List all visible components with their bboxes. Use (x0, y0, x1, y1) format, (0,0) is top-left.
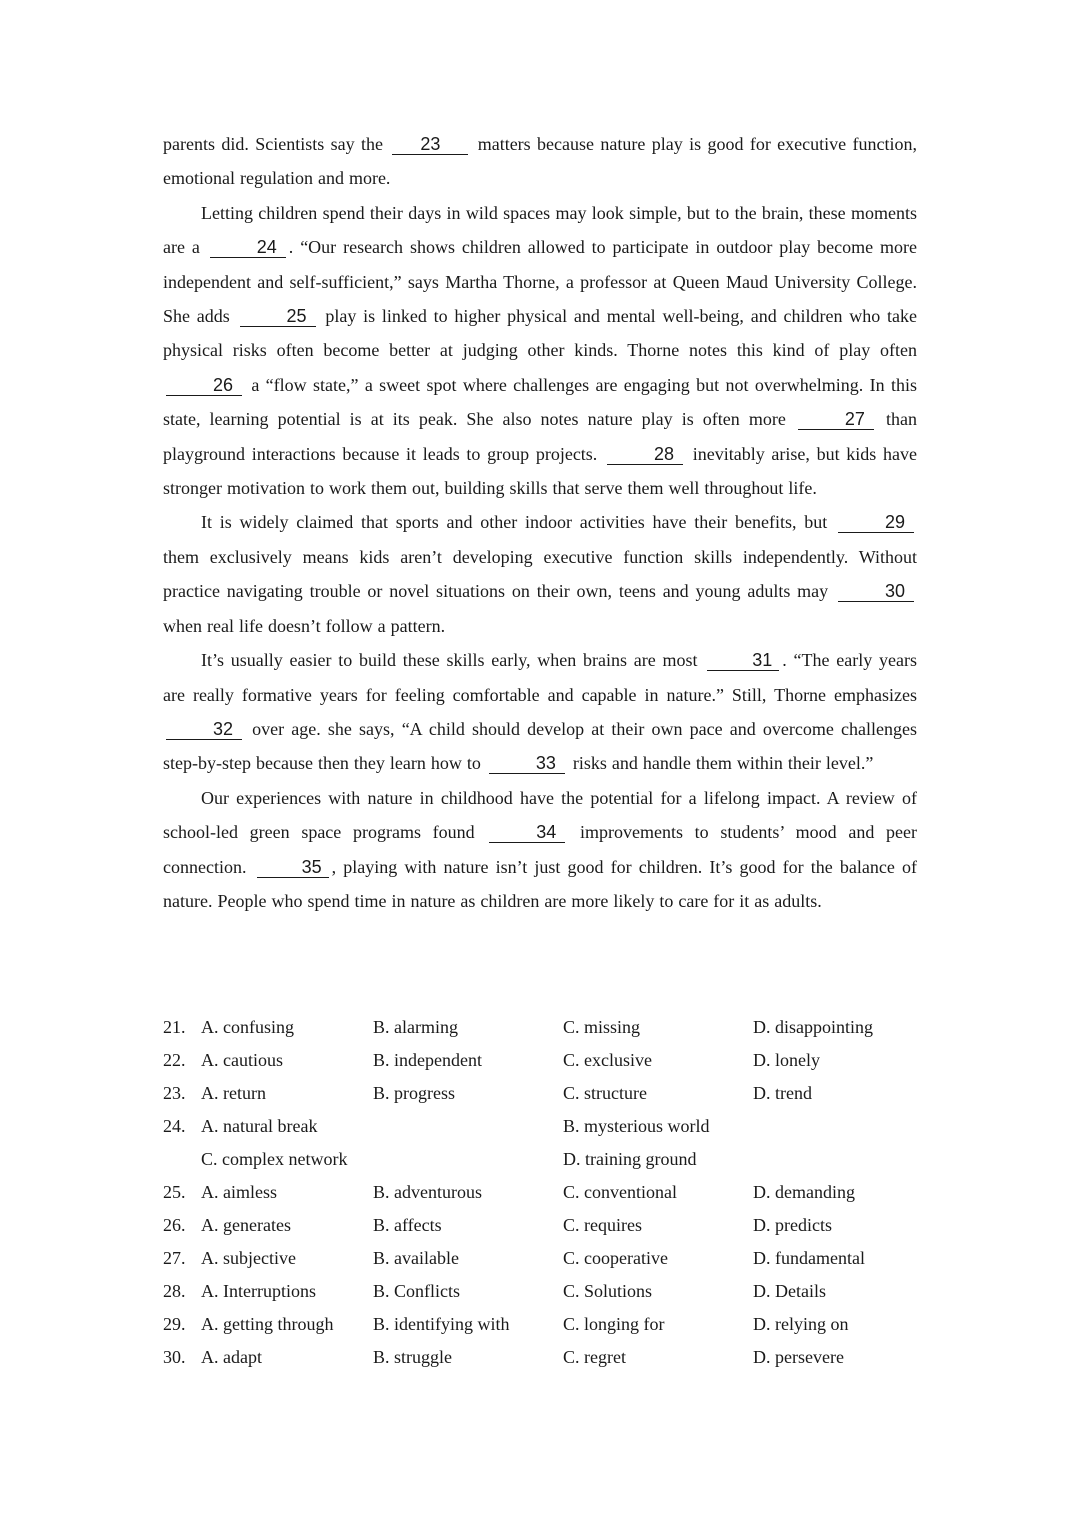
option-c: C. complex network (201, 1149, 348, 1169)
question-number: 30. (163, 1347, 186, 1367)
passage-text: when real life doesn’t follow a pattern. (163, 615, 446, 636)
passage-text: a “flow state,” a sweet spot where challenges are engaging but not overwhelming. In this state, learning potential is at its peak. She also notes nature play is often more (163, 374, 917, 430)
question-row-29 (163, 1308, 917, 1341)
option-c: C. conventional (563, 1182, 677, 1202)
option-a: A. adapt (201, 1347, 262, 1367)
question-number: 25. (163, 1182, 186, 1202)
passage-text: improvements to students’ mood and peer connection. (163, 822, 917, 877)
option-c: C. missing (563, 1017, 641, 1037)
option-c: C. structure (563, 1083, 647, 1103)
blank-29: 29 (838, 512, 914, 533)
question-row-26 (163, 1209, 917, 1242)
option-b: B. mysterious world (563, 1116, 710, 1136)
option-a: A. generates (201, 1215, 291, 1235)
question-number: 24. (163, 1116, 186, 1136)
passage-text: parents did. Scientists say the (163, 134, 390, 154)
option-a: A. getting through (201, 1314, 334, 1334)
option-d: D. lonely (753, 1050, 820, 1070)
question-row-24 (163, 1110, 917, 1143)
question-number: 22. (163, 1050, 186, 1070)
passage-text: , playing with nature isn’t just good for children. It’s good for the balance of nature. People who spend time in nature as children are more likely to care for it as adults. (163, 856, 917, 911)
passage-text: It is widely claimed that sports and other indoor activities have their benefits, but (201, 512, 835, 533)
question-number: 27. (163, 1248, 186, 1268)
option-a: A. aimless (201, 1182, 277, 1202)
option-a: A. cautious (201, 1050, 283, 1070)
option-b: B. available (373, 1248, 459, 1268)
option-a: A. return (201, 1083, 266, 1103)
blank-33: 33 (489, 753, 565, 774)
passage-text: It’s usually easier to build these skills early, when brains are most (201, 650, 705, 671)
option-c: C. cooperative (563, 1248, 668, 1268)
question-row-27 (163, 1242, 917, 1275)
option-d: D. relying on (753, 1314, 849, 1334)
option-a: A. Interruptions (201, 1281, 316, 1301)
passage-text: . “The early years are really formative years for feeling comfortable and capable in nature.” Still, Thorne emphasizes (163, 650, 917, 705)
question-row-30 (163, 1341, 917, 1374)
option-b: B. independent (373, 1050, 482, 1070)
passage-text: Letting children spend their days in wild spaces may look simple, but to the brain, these moments are a (163, 202, 917, 258)
question-row-22 (163, 1044, 917, 1077)
option-d: D. demanding (753, 1182, 855, 1202)
option-b: B. adventurous (373, 1182, 482, 1202)
option-d: D. predicts (753, 1215, 832, 1235)
option-d: D. fundamental (753, 1248, 865, 1268)
passage-text: matters because nature play is good for executive function, emotional regulation and more. (163, 134, 917, 189)
option-c: C. Solutions (563, 1281, 653, 1301)
passage-text: than playground interactions because it leads to group projects. (163, 409, 917, 464)
question-number: 29. (163, 1314, 186, 1334)
blank-23: 23 (392, 134, 468, 155)
question-number: 26. (163, 1215, 186, 1235)
option-a: A. confusing (201, 1017, 294, 1037)
paragraph-1 (163, 127, 917, 196)
question-number: 28. (163, 1281, 186, 1301)
blank-34: 34 (489, 822, 565, 843)
option-c: C. longing for (563, 1314, 665, 1334)
blank-27: 27 (798, 409, 874, 430)
option-b: B. struggle (373, 1347, 452, 1367)
option-b: B. affects (373, 1215, 442, 1235)
blank-26: 26 (166, 375, 242, 396)
option-b: B. progress (373, 1083, 455, 1103)
option-b: B. identifying with (373, 1314, 510, 1334)
option-d: D. persevere (753, 1347, 844, 1367)
blank-30: 30 (838, 581, 914, 602)
answer-options (163, 1011, 917, 1374)
option-d: D. training ground (563, 1149, 697, 1169)
option-a: A. subjective (201, 1248, 296, 1268)
exam-page (163, 127, 917, 1367)
option-c: C. requires (563, 1215, 642, 1235)
passage-text: over age. she says, “A child should develop at their own pace and overcome challenges step-by-step because then they learn how to (163, 718, 917, 774)
passage-text: inevitably arise, but kids have stronger motivation to work them out, building skills that serve them well throughout life. (163, 443, 917, 499)
option-b: B. Conflicts (373, 1281, 461, 1301)
question-number: 21. (163, 1017, 186, 1037)
passage-text: them exclusively means kids aren’t developing executive function skills independently. Without practice navigating trouble or novel situations on their own, teens and young adults may (163, 546, 917, 602)
blank-31: 31 (707, 650, 779, 671)
option-b: B. alarming (373, 1017, 458, 1037)
paragraph-4 (163, 643, 917, 781)
blank-24: 24 (210, 237, 286, 258)
passage-text: . “Our research shows children allowed to participate in outdoor play become more independent and self-sufficient,” says Martha Thorne, a professor at Queen Maud University College. She adds (163, 237, 917, 327)
option-d: D. disappointing (753, 1017, 873, 1037)
option-c: C. regret (563, 1347, 626, 1367)
paragraph-2 (163, 196, 917, 506)
passage-text: Our experiences with nature in childhood have the potential for a lifelong impact. A review of school-led green space programs found (163, 787, 917, 843)
question-row-21 (163, 1011, 917, 1044)
blank-28: 28 (607, 444, 683, 465)
blank-32: 32 (166, 719, 242, 740)
passage-text: play is linked to higher physical and mental well-being, and children who take physical risks often become better at judging other kinds. Thorne notes this kind of play often (163, 306, 917, 361)
question-number: 23. (163, 1083, 186, 1103)
option-a: A. natural break (201, 1116, 318, 1136)
cloze-passage (163, 127, 917, 918)
blank-35: 35 (257, 857, 329, 878)
option-d: D. Details (753, 1281, 826, 1301)
option-c: C. exclusive (563, 1050, 652, 1070)
paragraph-3 (163, 505, 917, 643)
paragraph-5 (163, 781, 917, 919)
question-row-24-cont (163, 1143, 917, 1176)
question-row-28 (163, 1275, 917, 1308)
question-row-23 (163, 1077, 917, 1110)
blank-25: 25 (240, 306, 316, 327)
passage-text: risks and handle them within their level.” (567, 753, 874, 774)
option-d: D. trend (753, 1083, 812, 1103)
question-row-25 (163, 1176, 917, 1209)
